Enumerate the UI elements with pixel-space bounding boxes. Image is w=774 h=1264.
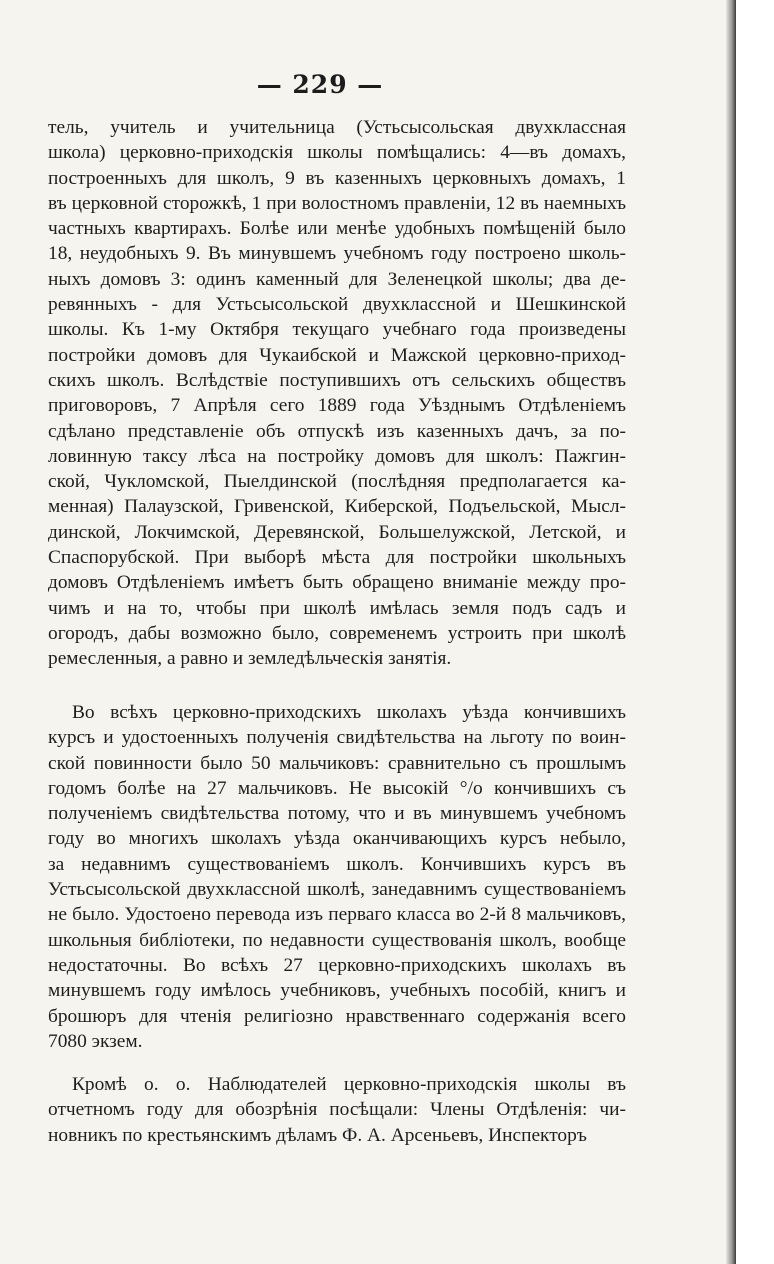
text-line: ныхъ домовъ 3: одинъ каменный для Зеленецкой школы; два де- (48, 268, 626, 290)
text-line: недостаточны. Во всѣхъ 27 церковно-приходскихъ школахъ въ (48, 954, 626, 976)
paragraph-inspections (48, 1075, 626, 1151)
page-number: — 229 — (256, 70, 384, 99)
text-line: Кромѣ о. о. Наблюдателей церковно-приходскія школы въ (72, 1074, 626, 1095)
text-line: менная) Палаузской, Гривенской, Киберской, Подъельской, Мысл- (48, 496, 626, 518)
text-line: въ церковной сторожкѣ, 1 при волостномъ правленіи, 12 въ наемныхъ (48, 192, 626, 214)
text-line: построенныхъ для школъ, 9 въ казенныхъ церковныхъ домахъ, 1 (48, 167, 626, 189)
text-line: Устьсысольской двухклассной школѣ, занедавнимъ существованіемъ (48, 879, 626, 901)
text-line: брошюръ для чтенія религіозно нравственнаго содержанія всего (48, 1005, 626, 1027)
text-line: приговоровъ, 7 Апрѣля сего 1889 года Уѣзднымъ Отдѣленіемъ (48, 395, 626, 417)
text-line: ловинную таксу лѣса на постройку домовъ для школъ: Пажгин- (48, 445, 626, 467)
text-line: полученіемъ свидѣтельства потому, что и въ минувшемъ учебномъ (48, 803, 626, 825)
text-line: за недавнимъ существованіемъ школъ. Кончившихъ курсъ въ (48, 853, 626, 875)
text-line: частныхъ квартирахъ. Болѣе или менѣе удобныхъ помѣщеній было (48, 218, 626, 240)
text-line: 7080 экзем. (48, 1030, 143, 1052)
page-edge-shadow (726, 0, 736, 1264)
text-line: году во многихъ школахъ уѣзда оканчивающихъ курсъ небыло, (48, 828, 626, 850)
text-line: 18, неудобныхъ 9. Въ минувшемъ учебномъ году построено школь- (48, 243, 626, 265)
text-line: отчетномъ году для обозрѣнія посѣщали: Члены Отдѣленія: чи- (48, 1099, 626, 1121)
text-line: ремесленныя, а равно и земледѣльческія занятія. (48, 648, 452, 670)
text-line: сдѣлано представленіе объ отпускѣ изъ казенныхъ дачъ, за по- (48, 420, 626, 442)
text-line: домовъ Отдѣленіемъ имѣетъ быть обращено вниманіе между про- (48, 572, 626, 594)
text-line: постройки домовъ для Чукаибской и Мажской церковно-приход- (48, 344, 626, 366)
text-line: не было. Удостоено перевода изъ перваго класса во 2-й 8 мальчиковъ, (48, 904, 626, 926)
text-line: динской, Локчимской, Деревянской, Большелужской, Летской, и (48, 521, 626, 543)
text-line: школа) церковно-приходскія школы помѣщались: 4—въ домахъ, (48, 142, 626, 164)
paragraph-school-buildings (48, 118, 626, 675)
text-line: курсъ и удостоенныхъ полученія свидѣтельства на льготу по воин- (48, 727, 626, 749)
text-line: новникъ по крестьянскимъ дѣламъ Ф. А. Арсеньевъ, Инспекторъ (48, 1124, 587, 1146)
text-line: Спаспорубской. При выборѣ мѣста для постройки школьныхъ (48, 547, 626, 569)
text-line: минувшемъ году имѣлось учебниковъ, учебныхъ пособій, книгъ и (48, 980, 626, 1002)
text-line: ской повинности было 50 мальчиковъ: сравнительно съ прошлымъ (48, 752, 626, 774)
text-line: ской, Чукломской, Пыелдинской (послѣдняя предполагается ка- (48, 471, 626, 493)
text-line: огородъ, дабы возможно было, современемъ устроить при школѣ (48, 622, 626, 644)
text-line: годомъ болѣе на 27 мальчиковъ. Не высокій °/o кончившихъ съ (48, 777, 626, 799)
text-line: чимъ и на то, чтобы при школѣ имѣлась земля подъ садъ и (48, 597, 626, 619)
text-line: ревянныхъ - для Устьсысольской двухклассной и Шешкинской (48, 294, 626, 316)
text-line: скихъ школъ. Вслѣдствіе поступившихъ отъ сельскихъ обществъ (48, 369, 626, 391)
text-line: школы. Къ 1-му Октября текущаго учебнаго года произведены (48, 319, 626, 341)
text-line: тель, учитель и учительница (Устьсысольская двухклассная (48, 117, 626, 138)
text-line: Во всѣхъ церковно-приходскихъ школахъ уѣзда кончившихъ (72, 702, 626, 723)
paragraph-graduates (48, 703, 626, 1057)
text-line: школьныя библіотеки, по недавности существованія школъ, вообще (48, 929, 626, 951)
